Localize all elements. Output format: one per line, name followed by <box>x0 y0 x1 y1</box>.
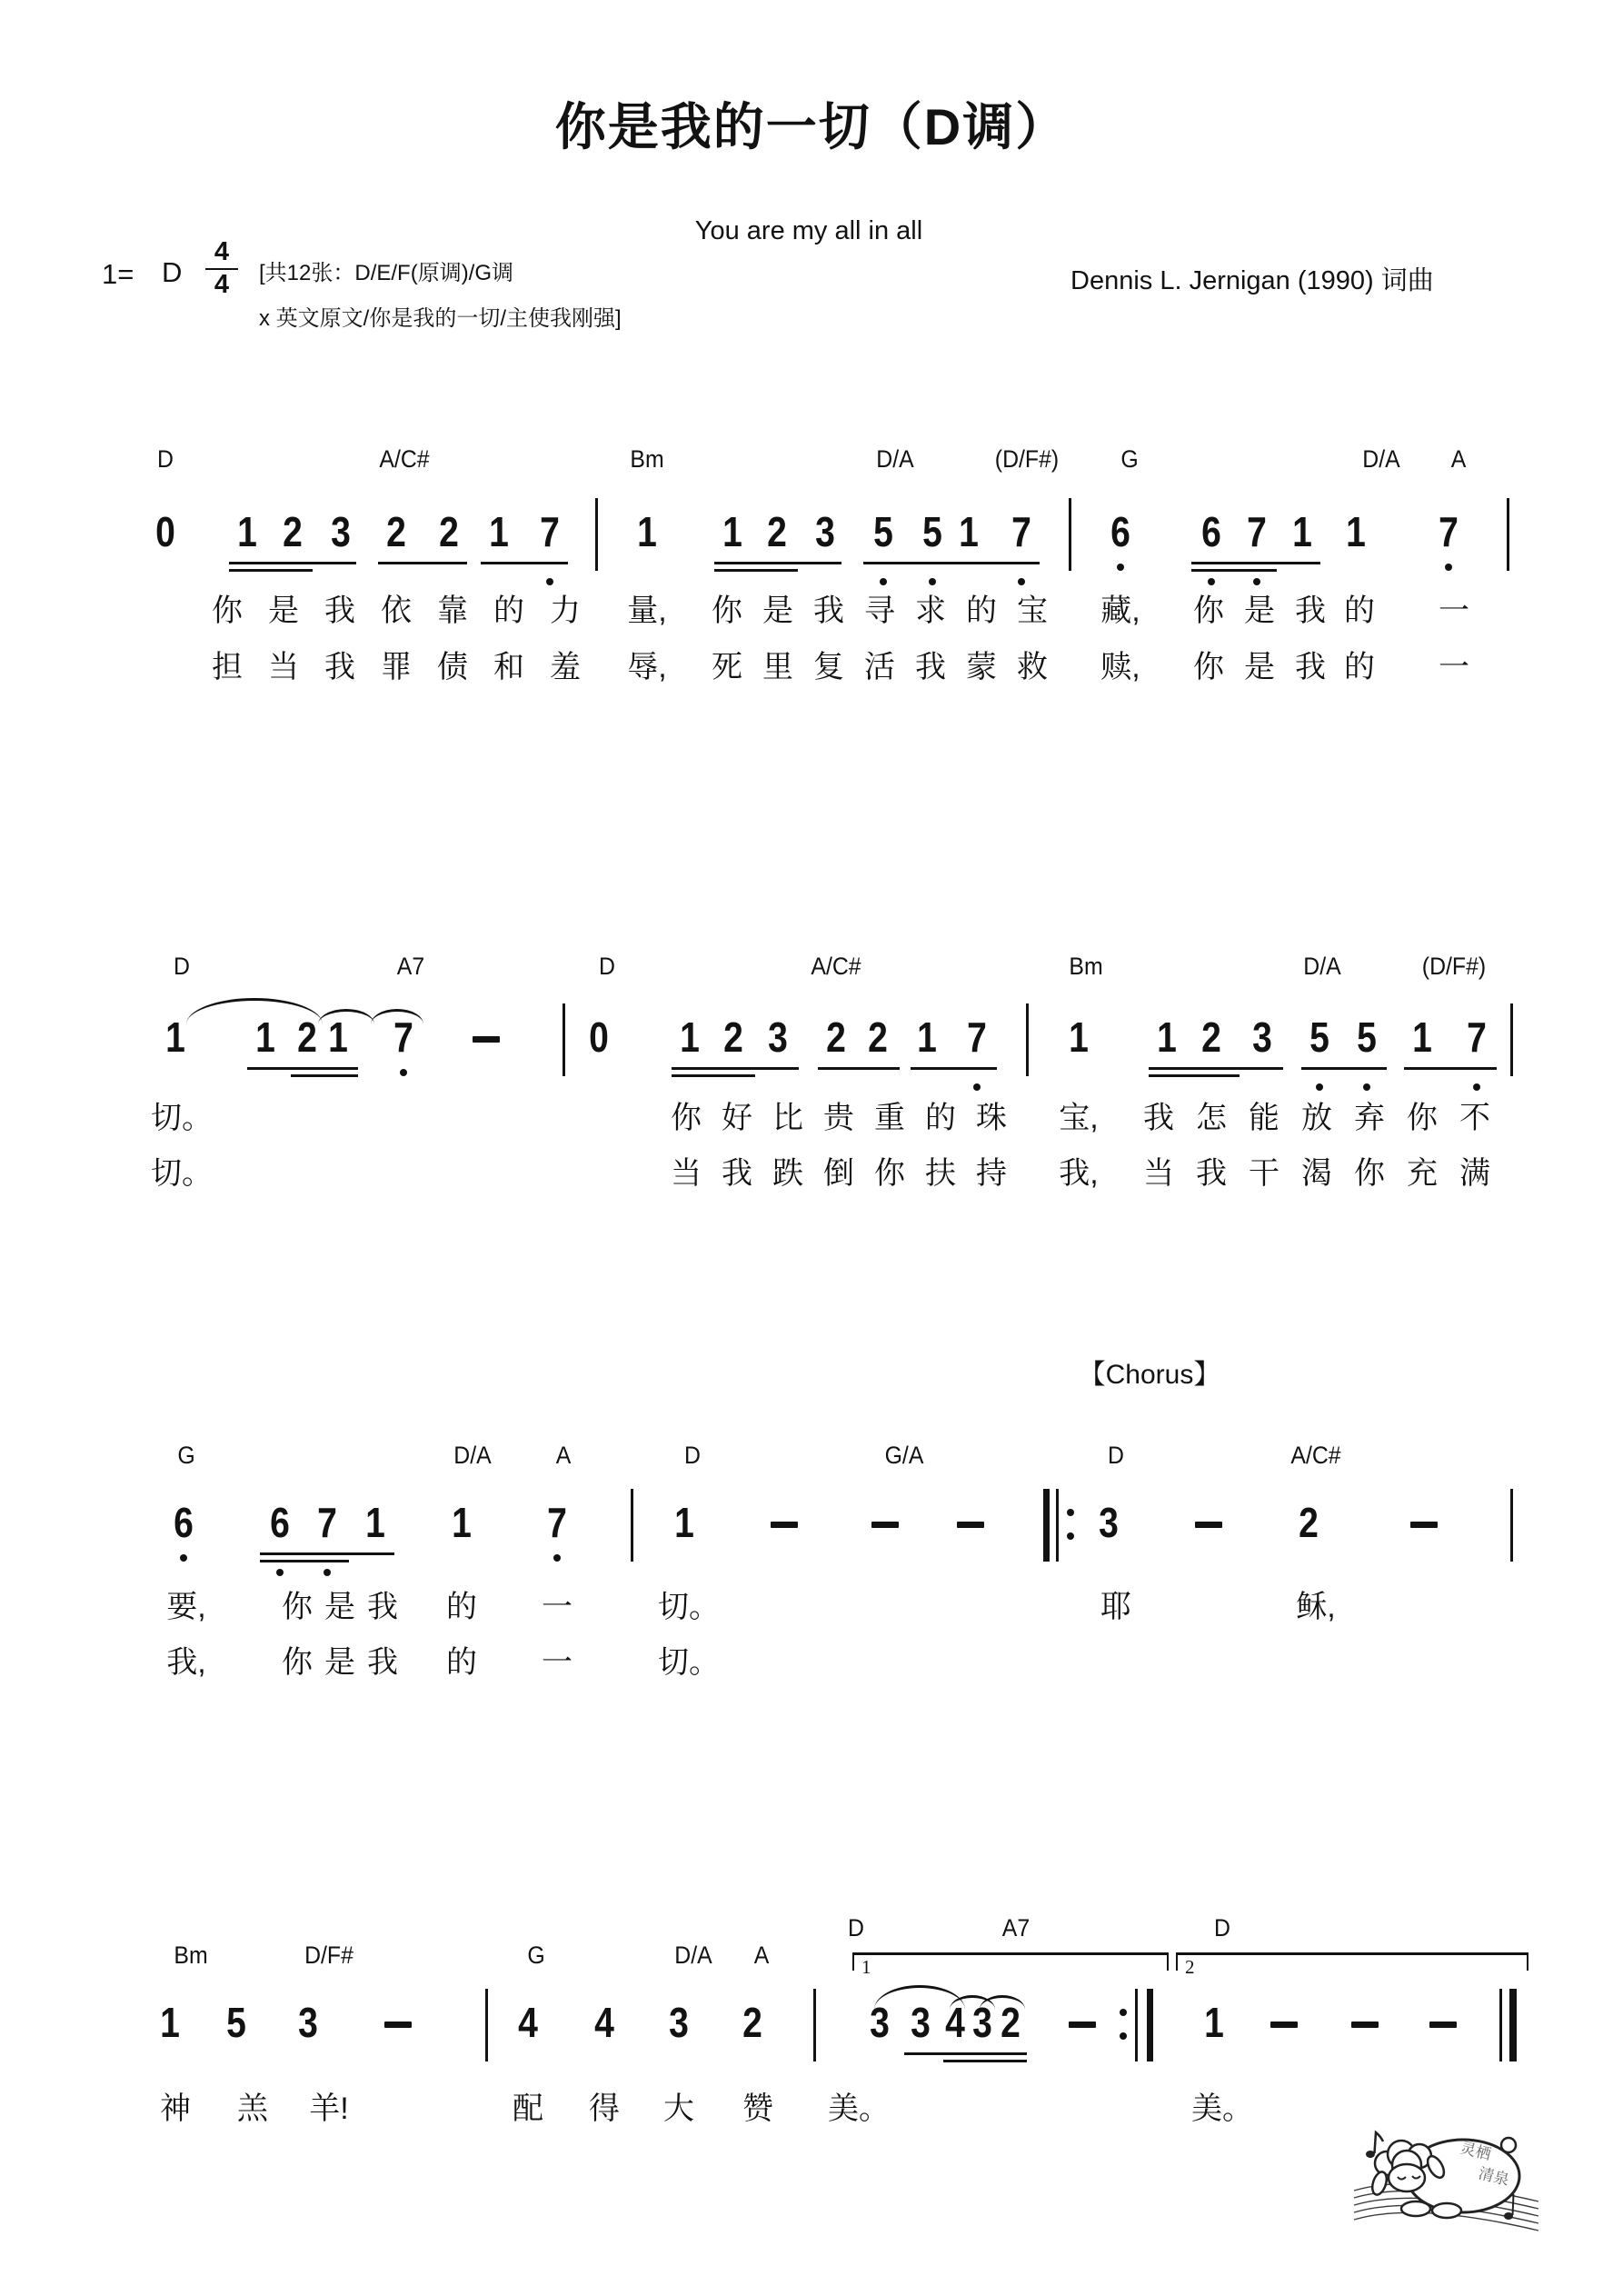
beam-line <box>943 2060 1027 2062</box>
lyric-char: 救 <box>1017 650 1048 684</box>
lyric-char: 当 <box>268 650 299 684</box>
beam-line <box>229 569 313 572</box>
lyric-char: 羞 <box>550 650 581 684</box>
lyric-char: 死 <box>712 650 742 684</box>
note-digit: 1 <box>160 1999 180 2046</box>
beam-line <box>951 562 1040 564</box>
chord-label: D <box>1108 1442 1124 1469</box>
barline <box>595 498 598 571</box>
logo-text-line2: 清泉 <box>1477 2164 1511 2190</box>
lyric-char: 我 <box>367 1645 398 1680</box>
note-dash <box>1195 1522 1222 1528</box>
chord-label: Bm <box>1069 953 1103 980</box>
edition-note-line1: [共12张：D/E/F(原调)/G调 <box>259 261 514 285</box>
repeat-end-barline <box>1147 1989 1153 2061</box>
page-title: 你是我的一切（D调） <box>554 98 1069 155</box>
lyric-char: 充 <box>1407 1156 1438 1191</box>
chord-label: G/A <box>884 1442 924 1469</box>
note-digit: 5 <box>226 1999 246 2046</box>
octave-dot <box>880 578 887 585</box>
beam-line <box>260 1560 349 1562</box>
note-digit: 3 <box>972 1999 992 2046</box>
lyric-char: 耶 <box>1100 1590 1131 1624</box>
chord-label: D <box>848 1914 864 1942</box>
sheep-foot-left <box>1401 2201 1430 2216</box>
octave-dot <box>180 1554 187 1562</box>
note-digit: 3 <box>911 1999 931 2046</box>
barline <box>485 1989 488 2061</box>
note-digit: 5 <box>873 508 893 555</box>
note-digit: 1 <box>680 1013 700 1061</box>
lyric-char: 切。 <box>658 1590 720 1624</box>
barline <box>1507 498 1509 571</box>
note-digit: 1 <box>365 1499 385 1546</box>
lyric-char: 我 <box>324 650 355 684</box>
lyric-char: 怎 <box>1196 1101 1227 1135</box>
chord-label: D/A <box>1362 445 1400 473</box>
lyric-char: 活 <box>864 650 895 684</box>
octave-dot <box>1208 578 1215 585</box>
lyric-char: 你 <box>712 594 742 628</box>
slur <box>371 1009 423 1024</box>
sheep-foot-right <box>1432 2203 1461 2218</box>
lyric-char: 要, <box>166 1590 206 1624</box>
note-digit: 1 <box>328 1013 348 1061</box>
note-digit: 1 <box>1069 1013 1089 1061</box>
chord-label: G <box>527 1942 545 1969</box>
note-digit: 1 <box>917 1013 937 1061</box>
time-signature <box>205 238 238 300</box>
repeat-start-barline <box>1043 1489 1050 1562</box>
note-digit: 7 <box>317 1499 337 1546</box>
lyric-char: 是 <box>324 1645 355 1680</box>
slur <box>186 998 323 1024</box>
lyric-char: 是 <box>324 1590 355 1624</box>
octave-dot <box>1363 1083 1370 1091</box>
volta-label: 1 <box>861 1956 871 1978</box>
beam-line <box>229 562 356 564</box>
lyric-char: 宝 <box>1017 594 1048 628</box>
note-dash <box>1069 2021 1096 2028</box>
note-digit: 3 <box>870 1999 890 2046</box>
lyric-char: 的 <box>446 1645 477 1680</box>
note-dash <box>1351 2021 1379 2028</box>
lyric-char: 羔 <box>237 2091 268 2126</box>
chord-label: A7 <box>1001 1914 1031 1942</box>
note-digit: 2 <box>283 508 303 555</box>
lyric-char: 里 <box>762 650 793 684</box>
chord-label: G <box>1120 445 1139 473</box>
lyric-char: 贵 <box>823 1101 854 1135</box>
lyric-char: 我 <box>324 594 355 628</box>
note-digit: 1 <box>1292 508 1312 555</box>
lyric-char: 你 <box>1407 1101 1438 1135</box>
lyric-char: 我 <box>722 1156 752 1191</box>
note-dash <box>384 2021 412 2028</box>
note-dash <box>1410 1522 1438 1528</box>
note-digit: 5 <box>1357 1013 1377 1061</box>
lyric-char: 我 <box>1295 650 1326 684</box>
lyric-char: 我 <box>367 1590 398 1624</box>
barline <box>631 1489 633 1562</box>
chord-label: A <box>555 1442 572 1469</box>
repeat-dot <box>1067 1532 1074 1540</box>
key-prefix: 1= <box>102 258 134 290</box>
lyric-char: 寻 <box>864 594 895 628</box>
lyric-char: 是 <box>1244 650 1275 684</box>
note-digit: 1 <box>959 508 979 555</box>
lyric-char: 切。 <box>151 1156 213 1191</box>
beam-line <box>1149 1074 1240 1077</box>
lyric-char: 渴 <box>1301 1156 1332 1191</box>
note-digit: 7 <box>547 1499 567 1546</box>
repeat-end-thin-line <box>1135 1989 1138 2061</box>
note-digit: 5 <box>1309 1013 1329 1061</box>
lyric-char: 你 <box>671 1101 702 1135</box>
note-digit: 2 <box>1299 1499 1319 1546</box>
note-dash <box>957 1522 984 1528</box>
lyric-char: 依 <box>381 594 412 628</box>
octave-dot <box>1253 578 1260 585</box>
lyric-char: 是 <box>268 594 299 628</box>
lyric-char: 量, <box>627 594 667 628</box>
lyric-char: 的 <box>1344 594 1375 628</box>
octave-dot <box>276 1569 284 1576</box>
lyric-char: 得 <box>589 2091 620 2126</box>
lyric-char: 的 <box>493 594 524 628</box>
note-digit: 1 <box>255 1013 275 1061</box>
note-digit: 2 <box>868 1013 888 1061</box>
note-dash <box>871 1522 899 1528</box>
lyric-char: 重 <box>874 1101 905 1135</box>
time-signature-numerator: 4 <box>205 238 238 270</box>
note-digit: 1 <box>1346 508 1366 555</box>
lyric-char: 辱, <box>627 650 667 684</box>
lyric-char: 是 <box>762 594 793 628</box>
lyric-char: 力 <box>550 594 581 628</box>
lyric-char: 美。 <box>1191 2091 1253 2126</box>
note-digit: 7 <box>967 1013 987 1061</box>
octave-dot <box>1316 1083 1323 1091</box>
octave-dot <box>553 1554 561 1562</box>
note-digit: 3 <box>298 1999 318 2046</box>
note-digit: 2 <box>826 1013 846 1061</box>
chorus-label: 【Chorus】 <box>1078 1360 1221 1390</box>
chord-label: D <box>157 445 174 473</box>
lyric-char: 求 <box>915 594 946 628</box>
beam-line <box>818 1067 900 1070</box>
beam-line <box>714 569 798 572</box>
chord-label: G <box>177 1442 195 1469</box>
lyric-char: 神 <box>160 2091 191 2126</box>
chord-label: D <box>684 1442 701 1469</box>
lyric-char: 羊! <box>309 2091 349 2126</box>
repeat-start-thin-line <box>1056 1489 1059 1562</box>
lyric-char: 宝, <box>1059 1101 1099 1135</box>
lyric-char: 美。 <box>828 2091 890 2126</box>
lyric-char: 你 <box>874 1156 905 1191</box>
lyric-char: 珠 <box>976 1101 1007 1135</box>
beam-line <box>378 562 467 564</box>
beam-line <box>911 1067 997 1070</box>
note-digit: 4 <box>945 1999 965 2046</box>
octave-dot <box>1117 564 1124 571</box>
barline <box>1026 1003 1029 1076</box>
volta-bracket <box>852 1952 1169 1971</box>
note-dash <box>1270 2021 1298 2028</box>
note-digit: 2 <box>297 1013 317 1061</box>
note-digit: 2 <box>1001 1999 1021 2046</box>
lyric-char: 倒 <box>823 1156 854 1191</box>
beam-line <box>247 1067 358 1070</box>
lyric-char: 担 <box>212 650 243 684</box>
beam-line <box>1191 562 1320 564</box>
composer-credit: Dennis L. Jernigan (1990) 词曲 <box>1070 266 1434 295</box>
note-dash <box>771 1522 798 1528</box>
lyric-char: 我 <box>813 594 844 628</box>
note-digit: 2 <box>439 508 459 555</box>
lyric-char: 扶 <box>925 1156 956 1191</box>
lyric-char: 靠 <box>437 594 468 628</box>
lyric-char: 和 <box>493 650 524 684</box>
lyric-char: 一 <box>542 1590 573 1624</box>
barline <box>1510 1003 1513 1076</box>
note-digit: 1 <box>452 1499 472 1546</box>
lyric-char: 我 <box>1295 594 1326 628</box>
lyric-char: 当 <box>1143 1156 1174 1191</box>
page-subtitle: You are my all in all <box>694 216 923 245</box>
beam-line <box>714 562 841 564</box>
repeat-dot <box>1120 2032 1127 2040</box>
lyric-char: 复 <box>813 650 844 684</box>
lyric-char: 你 <box>212 594 243 628</box>
chord-label: A <box>753 1942 770 1969</box>
time-signature-denominator: 4 <box>214 269 230 299</box>
chord-label: Bm <box>630 445 664 473</box>
lyric-char: 我, <box>1059 1156 1099 1191</box>
barline <box>1069 498 1071 571</box>
note-digit: 1 <box>237 508 257 555</box>
slur <box>318 1009 374 1024</box>
barline <box>1510 1489 1513 1562</box>
final-thin-line <box>1499 1989 1502 2061</box>
note-digit: 7 <box>1467 1013 1487 1061</box>
lyric-char: 我, <box>166 1645 206 1680</box>
lyric-char: 切。 <box>151 1101 213 1135</box>
lyric-char: 你 <box>282 1590 313 1624</box>
lyric-char: 弃 <box>1354 1101 1385 1135</box>
lyric-char: 切。 <box>658 1645 720 1680</box>
note-digit: 6 <box>1201 508 1221 555</box>
note-digit: 2 <box>1201 1013 1221 1061</box>
lyric-char: 赞 <box>742 2091 773 2126</box>
note-digit: 7 <box>1247 508 1267 555</box>
lyric-char: 能 <box>1249 1101 1279 1135</box>
note-digit: 3 <box>331 508 351 555</box>
note-digit: 1 <box>489 508 509 555</box>
lyric-char: 一 <box>1439 650 1469 684</box>
note-digit: 3 <box>815 508 835 555</box>
note-digit: 2 <box>723 1013 743 1061</box>
chord-label: A <box>1450 445 1467 473</box>
lyric-char: 不 <box>1459 1101 1490 1135</box>
chord-label: D <box>1214 1914 1230 1942</box>
lyric-char: 的 <box>966 594 997 628</box>
lyric-char: 我 <box>915 650 946 684</box>
note-digit: 3 <box>768 1013 788 1061</box>
octave-dot <box>400 1069 407 1076</box>
note-digit: 7 <box>1011 508 1031 555</box>
lyric-char: 你 <box>1354 1156 1385 1191</box>
beam-line <box>1301 1067 1387 1070</box>
lyric-char: 一 <box>1439 594 1469 628</box>
beam-line <box>904 2052 1027 2055</box>
note-digit: 4 <box>594 1999 614 2046</box>
chord-label: A/C# <box>379 445 430 473</box>
note-digit: 7 <box>393 1013 413 1061</box>
octave-dot <box>1445 564 1452 571</box>
note-digit: 2 <box>767 508 787 555</box>
lyric-char: 的 <box>1344 650 1375 684</box>
note-dash <box>1429 2021 1457 2028</box>
lyric-char: 一 <box>542 1645 573 1680</box>
lyric-char: 持 <box>976 1156 1007 1191</box>
lyric-char: 你 <box>282 1645 313 1680</box>
repeat-dot <box>1067 1509 1074 1516</box>
note-digit: 6 <box>270 1499 290 1546</box>
beam-line <box>291 1074 358 1077</box>
barline <box>563 1003 565 1076</box>
lyric-char: 的 <box>925 1101 956 1135</box>
note-digit: 0 <box>155 508 175 555</box>
lyric-char: 满 <box>1459 1156 1490 1191</box>
beam-line <box>1191 569 1277 572</box>
note-digit: 3 <box>1252 1013 1272 1061</box>
note-digit: 5 <box>922 508 942 555</box>
lyric-char: 比 <box>772 1101 803 1135</box>
chord-label: D/A <box>876 445 914 473</box>
lyric-char: 跌 <box>772 1156 803 1191</box>
octave-dot <box>1018 578 1025 585</box>
chord-label: D/A <box>1303 953 1341 980</box>
lyric-char: 放 <box>1301 1101 1332 1135</box>
note-digit: 3 <box>669 1999 689 2046</box>
chord-label: D/A <box>674 1942 712 1969</box>
chord-label: A/C# <box>811 953 861 980</box>
lyric-char: 稣, <box>1296 1590 1336 1624</box>
chord-label: D/A <box>453 1442 492 1469</box>
edition-note-line2: x 英文原文/你是我的一切/主使我刚强] <box>259 306 622 331</box>
lyric-char: 是 <box>1244 594 1275 628</box>
lyric-char: 我 <box>1196 1156 1227 1191</box>
note-digit: 1 <box>637 508 657 555</box>
octave-dot <box>324 1569 331 1576</box>
lyric-char: 蒙 <box>966 650 997 684</box>
lyric-char: 的 <box>446 1590 477 1624</box>
note-digit: 1 <box>722 508 742 555</box>
lyric-char: 你 <box>1193 594 1224 628</box>
lyric-char: 我 <box>1143 1101 1174 1135</box>
lyric-char: 赎, <box>1100 650 1140 684</box>
note-digit: 2 <box>386 508 406 555</box>
note-digit: 7 <box>540 508 560 555</box>
lyric-char: 藏, <box>1100 594 1140 628</box>
beam-line <box>260 1552 394 1555</box>
sheep-logo <box>1352 2125 1543 2252</box>
sheep-tail <box>1501 2138 1516 2152</box>
beam-line <box>481 562 568 564</box>
octave-dot <box>929 578 936 585</box>
note-digit: 1 <box>165 1013 185 1061</box>
beam-line <box>672 1074 755 1077</box>
chord-label: D <box>174 953 190 980</box>
lyric-char: 当 <box>671 1156 702 1191</box>
chord-label: (D/F#) <box>994 445 1060 473</box>
lyric-char: 干 <box>1249 1156 1279 1191</box>
beam-line <box>1149 1067 1283 1070</box>
octave-dot <box>973 1083 981 1091</box>
volta-bracket <box>1176 1952 1528 1971</box>
chord-label: A/C# <box>1290 1442 1341 1469</box>
key-name: D <box>162 256 183 288</box>
lyric-char: 配 <box>513 2091 543 2126</box>
note-digit: 4 <box>518 1999 538 2046</box>
beam-line <box>672 1067 799 1070</box>
chord-label: D/F# <box>304 1942 353 1969</box>
note-digit: 1 <box>674 1499 694 1546</box>
note-digit: 1 <box>1412 1013 1432 1061</box>
note-digit: 3 <box>1099 1499 1119 1546</box>
repeat-dot <box>1120 2009 1127 2016</box>
barline <box>813 1989 816 2061</box>
slur <box>980 1995 1025 2010</box>
chord-label: A7 <box>396 953 425 980</box>
chord-label: (D/F#) <box>1421 953 1487 980</box>
chord-label: Bm <box>174 1942 208 1969</box>
beam-line <box>863 562 951 564</box>
note-digit: 2 <box>742 1999 762 2046</box>
note-digit: 6 <box>174 1499 194 1546</box>
lyric-char: 你 <box>1193 650 1224 684</box>
note-digit: 1 <box>1157 1013 1177 1061</box>
octave-dot <box>1473 1083 1480 1091</box>
lyric-char: 大 <box>663 2091 694 2126</box>
lyric-char: 罪 <box>381 650 412 684</box>
lyric-char: 债 <box>437 650 468 684</box>
note-digit: 7 <box>1439 508 1459 555</box>
logo-text-line1: 灵栖 <box>1459 2139 1493 2164</box>
octave-dot <box>546 578 553 585</box>
chord-label: D <box>599 953 615 980</box>
final-barline <box>1509 1989 1517 2061</box>
note-dash <box>473 1036 500 1043</box>
note-digit: 1 <box>1204 1999 1224 2046</box>
beam-line <box>1404 1067 1497 1070</box>
note-digit: 6 <box>1110 508 1130 555</box>
lyric-char: 好 <box>722 1101 752 1135</box>
note-digit: 0 <box>589 1013 609 1061</box>
volta-label: 2 <box>1185 1956 1195 1978</box>
